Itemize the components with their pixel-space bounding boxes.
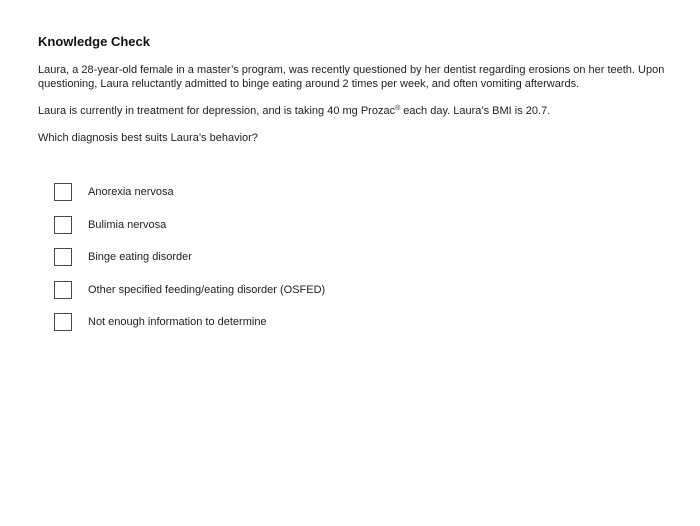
checkbox[interactable] [54,216,72,234]
option-label: Binge eating disorder [88,251,192,264]
option-label: Anorexia nervosa [88,186,174,199]
option-bulimia-nervosa[interactable] [54,209,514,242]
medication-paragraph [38,104,678,118]
question-text: Which diagnosis best suits Laura’s behavior? [38,132,258,144]
medication-text: Laura is currently in treatment for depression, and is taking 40 mg Prozac [38,105,396,117]
knowledge-check-panel [38,34,678,158]
option-label: Bulimia nervosa [88,218,167,231]
option-binge-eating-disorder[interactable] [54,241,514,274]
option-anorexia-nervosa[interactable] [54,176,514,209]
page-title: Knowledge Check [38,34,150,49]
option-osfed[interactable] [54,274,514,307]
option-label: Not enough information to determine [88,316,267,329]
option-not-enough-information[interactable] [54,306,514,339]
option-label: Other specified feeding/eating disorder (OSFED) [88,283,326,296]
checkbox[interactable] [54,248,72,266]
answer-options [54,176,514,339]
registered-mark: ® [395,105,401,112]
checkbox[interactable] [54,281,72,299]
checkbox[interactable] [54,183,72,201]
bmi-text: each day. Laura’s BMI is 20.7. [400,105,551,117]
scenario-paragraph: Laura, a 28-year-old female in a master’s program, was recently questioned by her dentist regarding erosions on her teeth. Upon questioning, Laura reluctantly admitted to binge eating around 2 times per week, and often vomiting afterwards. [38,64,665,90]
checkbox[interactable] [54,313,72,331]
